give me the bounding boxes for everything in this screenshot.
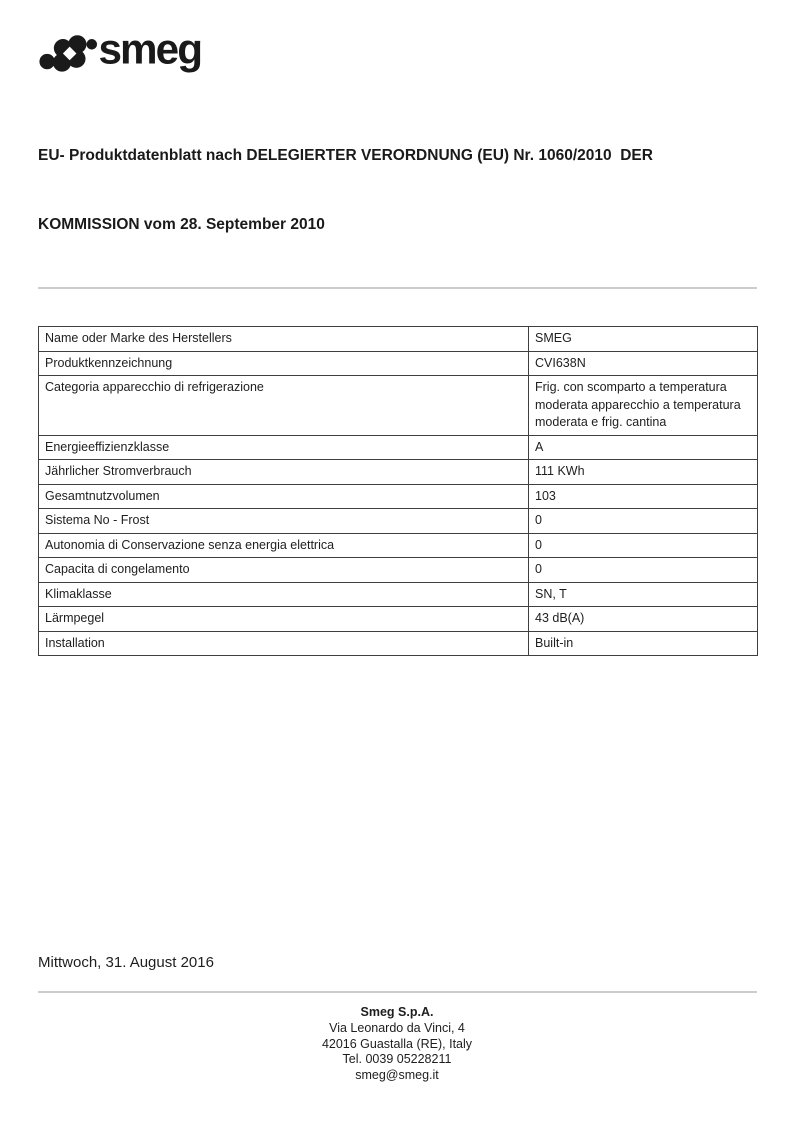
document-title-line1: EU- Produktdatenblatt nach DELEGIERTER VERORDNUNG (EU) Nr. 1060/2010 DER — [38, 147, 653, 164]
smeg-logo — [38, 28, 206, 76]
table-row — [39, 484, 758, 509]
row-label: Autonomia di Conservazione senza energia elettrica — [39, 533, 529, 558]
table-row — [39, 351, 758, 376]
table-row — [39, 631, 758, 656]
table-row — [39, 582, 758, 607]
table-row — [39, 533, 758, 558]
row-value: SN, T — [529, 582, 758, 607]
document-title-line2: KOMMISSION vom 28. September 2010 — [38, 216, 325, 233]
row-value: Frig. con scomparto a temperatura moderata apparecchio a temperatura moderata e frig. cantina — [529, 376, 758, 436]
footer-divider — [38, 991, 757, 993]
table-row — [39, 376, 758, 436]
footer-address-line1: Via Leonardo da Vinci, 4 — [329, 1020, 465, 1035]
row-value: A — [529, 435, 758, 460]
table-row — [39, 558, 758, 583]
smeg-logo-wordmark: smeg — [98, 28, 202, 73]
row-value: 111 KWh — [529, 460, 758, 485]
footer-address-line2: 42016 Guastalla (RE), Italy — [321, 1036, 473, 1051]
row-label: Klimaklasse — [39, 582, 529, 607]
row-label: Capacita di congelamento — [39, 558, 529, 583]
table-row — [39, 509, 758, 534]
footer — [0, 1005, 794, 1084]
row-value: 43 dB(A) — [529, 607, 758, 632]
table-row — [39, 327, 758, 352]
row-label: Installation — [39, 631, 529, 656]
row-label: Name oder Marke des Herstellers — [39, 327, 529, 352]
footer-phone: Tel. 0039 05228211 — [342, 1052, 452, 1067]
row-value: CVI638N — [529, 351, 758, 376]
table-row — [39, 435, 758, 460]
title-divider — [38, 287, 757, 289]
table-row — [39, 460, 758, 485]
row-label: Produktkennzeichnung — [39, 351, 529, 376]
row-label: Jährlicher Stromverbrauch — [39, 460, 529, 485]
row-value: 103 — [529, 484, 758, 509]
footer-email: smeg@smeg.it — [355, 1068, 439, 1083]
row-label: Lärmpegel — [39, 607, 529, 632]
document-date: Mittwoch, 31. August 2016 — [38, 954, 214, 971]
table-row — [39, 607, 758, 632]
row-label: Sistema No - Frost — [39, 509, 529, 534]
footer-company-name: Smeg S.p.A. — [360, 1005, 434, 1019]
row-value: 0 — [529, 509, 758, 534]
document-title — [38, 98, 757, 282]
row-label: Gesamtnutzvolumen — [39, 484, 529, 509]
row-value: 0 — [529, 533, 758, 558]
row-label: Categoria apparecchio di refrigerazione — [39, 376, 529, 436]
row-value: 0 — [529, 558, 758, 583]
product-data-table — [38, 326, 758, 656]
row-value: Built-in — [529, 631, 758, 656]
row-value: SMEG — [529, 327, 758, 352]
row-label: Energieeffizienzklasse — [39, 435, 529, 460]
